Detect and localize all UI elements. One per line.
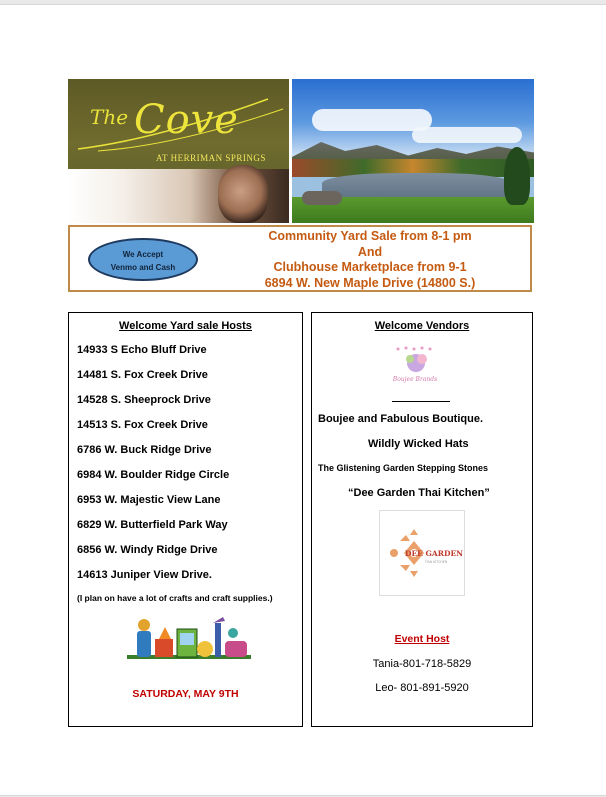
payment-badge: [88, 238, 198, 281]
boujee-logo-icon: [390, 343, 440, 395]
host-address: 6829 W. Butterfield Park Way: [77, 519, 228, 531]
tree-shape: [504, 147, 530, 205]
vendor-name: The Glistening Garden Stepping Stones: [318, 463, 489, 473]
host-address: 14513 S. Fox Creek Drive: [77, 419, 208, 431]
event-detail-line: Clubhouse Marketplace from 9-1: [273, 260, 467, 274]
logo-subtitle: AT HERRIMAN SPRINGS: [156, 153, 266, 163]
sale-date: SATURDAY, MAY 9TH: [132, 688, 239, 700]
host-contact: Leo- 801-891-5920: [375, 682, 469, 694]
event-detail-line: Community Yard Sale from 8-1 pm: [268, 229, 472, 243]
dee-logo-text: DEE GARDEN: [404, 549, 464, 558]
event-detail-line: 6894 W. New Maple Drive (14800 S.): [264, 275, 476, 290]
payment-line-1: We Accept: [122, 250, 164, 259]
cloud-shape: [312, 109, 432, 131]
host-address: 14613 Juniper View Drive.: [77, 569, 212, 581]
cloud-shape: [412, 127, 522, 143]
logo-cove-text: Cove: [134, 97, 239, 143]
lake-shape: [322, 173, 512, 199]
host-address: 14528 S. Sheeprock Drive: [77, 394, 211, 406]
host-address: 6786 W. Buck Ridge Drive: [77, 444, 212, 456]
cove-logo-banner: [68, 79, 289, 223]
hosts-panel: [68, 312, 303, 727]
event-detail-line: And: [357, 244, 383, 259]
host-address: 6856 W. Windy Ridge Drive: [77, 544, 218, 556]
event-host-label: Event Host: [394, 633, 450, 645]
dee-garden-logo-icon: [380, 511, 464, 595]
vendors-panel: [311, 312, 533, 727]
host-address: 6984 W. Boulder Ridge Circle: [77, 469, 230, 481]
vendor-name: Boujee and Fabulous Boutique.: [318, 413, 483, 425]
hosts-title: Welcome Yard sale Hosts: [119, 320, 252, 332]
host-note: (I plan on have a lot of crafts and craft supplies.): [77, 593, 273, 603]
event-info-box: [68, 225, 532, 292]
rock-shape: [302, 191, 342, 205]
vendors-title: Welcome Vendors: [374, 320, 470, 332]
host-address: 14933 S Echo Bluff Drive: [77, 344, 207, 356]
dee-logo-subtext: THAI KITCHEN: [424, 560, 448, 564]
vendor-name: Wildly Wicked Hats: [368, 438, 469, 450]
host-address: 14481 S. Fox Creek Drive: [77, 369, 208, 381]
host-contact: Tania-801-718-5829: [372, 658, 472, 670]
payment-line-2: Venmo and Cash: [110, 263, 176, 272]
landscape-photo: [292, 79, 534, 223]
vendor-name: “Dee Garden Thai Kitchen”: [348, 487, 490, 499]
yard-sale-clipart-icon: [125, 611, 253, 675]
dee-garden-logo: [379, 510, 465, 596]
event-details: [220, 229, 520, 291]
document-page: [0, 4, 606, 796]
boujee-logo-text: Boujee Brands: [392, 376, 438, 383]
divider: [392, 401, 450, 402]
hosts-list: [77, 343, 273, 603]
logo-the-text: The: [90, 105, 129, 129]
host-address: 6953 W. Majestic View Lane: [77, 494, 221, 506]
woman-face-image: [218, 165, 268, 223]
